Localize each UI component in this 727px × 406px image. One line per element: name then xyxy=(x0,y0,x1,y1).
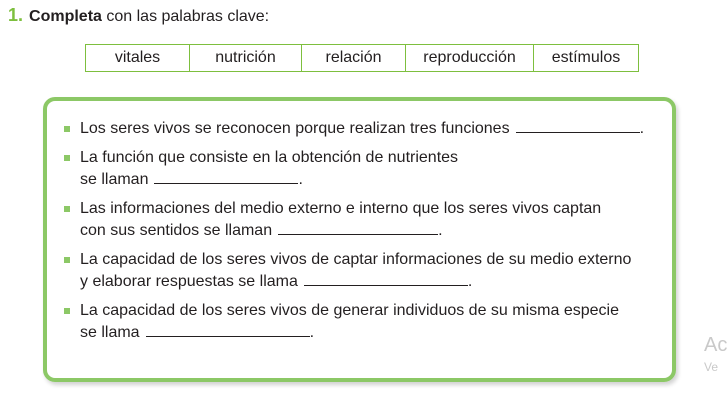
answer-blank[interactable] xyxy=(516,118,640,133)
sentence-item xyxy=(64,249,664,293)
exercise-title-rest: con las palabras clave: xyxy=(101,8,270,25)
exercise-title-bold: Completa xyxy=(29,8,102,25)
sentence-text: La capacidad de los seres vivos de generar individuos de su misma especie xyxy=(80,302,619,319)
sentence-text: La capacidad de los seres vivos de captar informaciones de su medio externo xyxy=(80,251,632,268)
sentence-item xyxy=(64,118,664,140)
sentence-text-continued: se llama xyxy=(80,324,140,341)
sentence-text-continued: se llaman xyxy=(80,171,149,188)
bullet-marker xyxy=(64,308,70,314)
bullet-marker xyxy=(64,126,70,132)
sentence-item xyxy=(64,198,664,242)
sentence-text: Las informaciones del medio externo e interno que los seres vivos captan xyxy=(80,200,602,217)
word-bank-cell-vitales: vitales xyxy=(86,45,190,71)
exercise-number: 1. xyxy=(8,5,24,25)
sentence-end: . xyxy=(639,120,645,137)
answer-blank[interactable] xyxy=(304,271,468,286)
answer-blank[interactable] xyxy=(154,169,298,184)
sentence-text-continued: con sus sentidos se llaman xyxy=(80,222,273,239)
answer-blank[interactable] xyxy=(278,220,438,235)
bullet-marker xyxy=(64,155,70,161)
word-bank-cell-nutricion: nutrición xyxy=(190,45,302,71)
sentence-end: . xyxy=(438,222,443,239)
sentence-item xyxy=(64,300,664,344)
word-bank-cell-relacion: relación xyxy=(302,45,406,71)
exercise-heading xyxy=(8,4,269,28)
sentence-end: . xyxy=(309,324,315,341)
sentence-text: La función que consiste en la obtención de nutrientes xyxy=(80,149,459,166)
sentence-end: . xyxy=(298,171,303,188)
answer-blank[interactable] xyxy=(146,322,310,337)
word-bank-cell-reproduccion: reproducción xyxy=(406,45,534,71)
sentence-text-continued: y elaborar respuestas se llama xyxy=(80,273,298,290)
watermark-line-2: Ve xyxy=(704,360,719,374)
bullet-marker xyxy=(64,206,70,212)
word-bank-cell-estimulos: estímulos xyxy=(551,49,621,66)
sentence-list xyxy=(64,118,664,351)
sentence-text: Los seres vivos se reconocen porque realizan tres funciones xyxy=(80,120,510,137)
sentence-end: . xyxy=(467,273,473,290)
bullet-marker xyxy=(64,257,70,263)
word-bank xyxy=(85,44,639,72)
sentence-item xyxy=(64,147,664,191)
watermark-line-1: Ac xyxy=(704,334,727,356)
